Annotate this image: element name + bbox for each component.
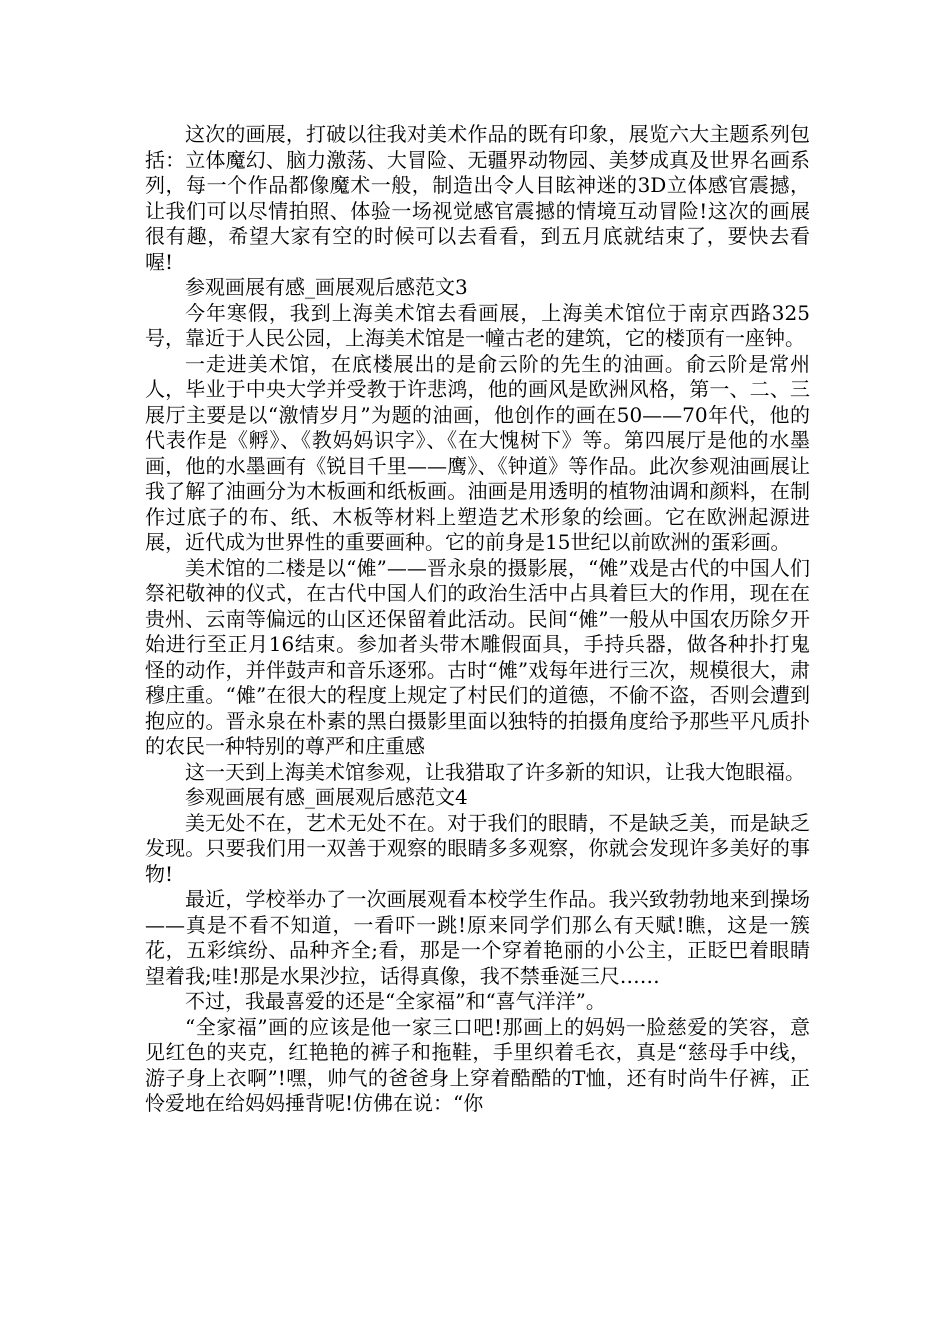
paragraph: 一走进美术馆，在底楼展出的是俞云阶的先生的油画。俞云阶是常州人，毕业于中央大学并受教于许悲鸿，他的画风是欧洲风格，第一、二、三展厅主要是以“激情岁月”为题的油画，他创作的画在50——70年代，他的代表作是《孵》、《教妈妈识字》、《在大愧树下》等。第四展厅是他的水墨画，他的水墨画有《锐目千里——鹰》、《钟道》等作品。此次参观油画展让我了解了油画分为木板画和纸板画。油画是用透明的植物油调和颜料，在制作过底子的布、纸、木板等材料上塑造艺术形象的绘画。它在欧洲起源进展，近代成为世界性的重要画种。它的前身是15世纪以前欧洲的蛋彩画。 — [145, 351, 810, 554]
section-heading: 参观画展有感_画展观后感范文3 — [185, 275, 468, 299]
section-heading: 参观画展有感_画展观后感范文4 — [185, 785, 468, 809]
paragraph: 美无处不在，艺术无处不在。对于我们的眼睛，不是缺乏美，而是缺乏发现。只要我们用一双善于观察的眼睛多多观察，你就会发现许多美好的事物! — [145, 810, 810, 886]
paragraph: 这一天到上海美术馆参观，让我猎取了许多新的知识，让我大饱眼福。 — [185, 759, 805, 784]
paragraph: 美术馆的二楼是以“傩”——晋永泉的摄影展，“傩”戏是古代的中国人们祭祀敬神的仪式，在古代中国人们的政治生活中占具着巨大的作用，现在在贵州、云南等偏远的山区还保留着此活动。民间“傩”一般从中国农历除夕开始进行至正月16结束。参加者头带木雕假面具，手持兵器，做各种扑打鬼怪的动作，并伴鼓声和音乐逐邪。古时“傩”戏每年进行三次，规模很大，肃穆庄重。“傩”在很大的程度上规定了村民们的道德，不偷不盗，否则会遭到抱应的。晋永泉在朴素的黑白摄影里面以独特的拍摄角度给予那些平凡质扑的农民一种特别的尊严和庄重感 — [145, 555, 810, 758]
paragraph: 最近，学校举办了一次画展观看本校学生作品。我兴致勃勃地来到操场——真是不看不知道，一看吓一跳!原来同学们那么有天赋!瞧，这是一簇花，五彩缤纷、品种齐全;看，那是一个穿着艳丽的小公主，正眨巴着眼睛望着我;哇!那是水果沙拉，话得真像，我不禁垂涎三尺…… — [145, 887, 810, 988]
paragraph: 今年寒假，我到上海美术馆去看画展，上海美术馆位于南京西路325号，靠近于人民公园，上海美术馆是一幢古老的建筑，它的楼顶有一座钟。 — [145, 300, 810, 350]
paragraph: 这次的画展，打破以往我对美术作品的既有印象，展览六大主题系列包括：立体魔幻、脑力激荡、大冒险、无疆界动物园、美梦成真及世界名画系列，每一个作品都像魔术一般，制造出令人目眩神迷的3D立体感官震撼，让我们可以尽情拍照、体验一场视觉感官震撼的情境互动冒险!这次的画展很有趣，希望大家有空的时候可以去看看，到五月底就结束了，要快去看喔! — [145, 122, 810, 274]
paragraph: 不过，我最喜爱的还是“全家福”和“喜气洋洋”。 — [185, 989, 606, 1013]
paragraph: “全家福”画的应该是他一家三口吧!那画上的妈妈一脸慈爱的笑容，意见红色的夹克，红艳艳的裤子和拖鞋，手里织着毛衣，真是“慈母手中线，游子身上衣啊”!嘿，帅气的爸爸身上穿着酷酷的T恤，还有时尚牛仔裤，正怜爱地在给妈妈捶背呢!仿佛在说：“你 — [145, 1014, 810, 1115]
document-page — [145, 122, 810, 1117]
